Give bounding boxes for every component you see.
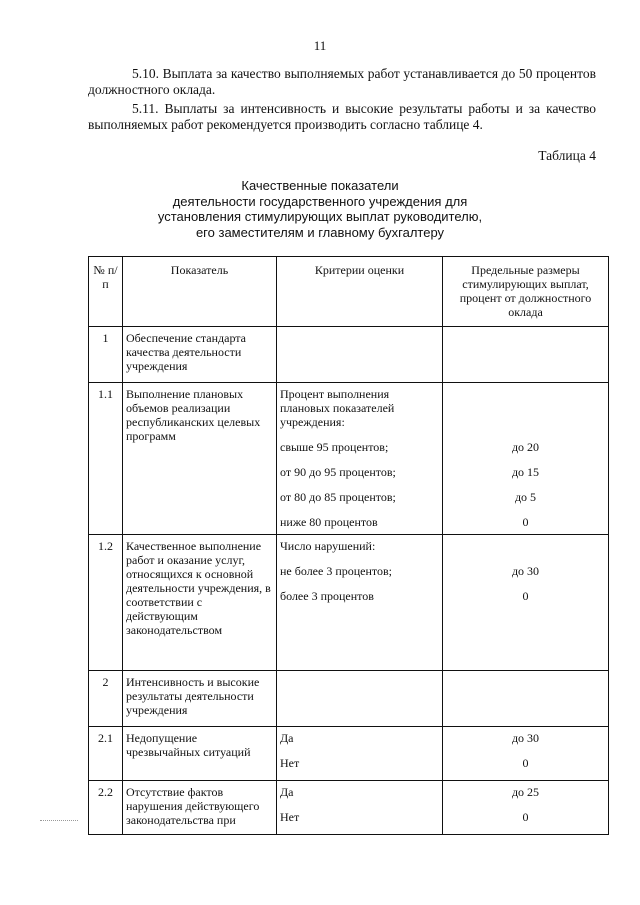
indicator-cell: Отсутствие фактов нарушения действующего законодательства при bbox=[123, 781, 277, 835]
criteria-cell bbox=[277, 781, 443, 835]
criteria-item: Нет bbox=[280, 756, 300, 770]
indicator-cell: Выполнение плановых объемов реализации республиканских целевых программ bbox=[123, 383, 277, 535]
indicator-cell: Качественное выполнение работ и оказание услуг, относящихся к основной деятельности учреждения, в соответствии с действующим законодательством bbox=[123, 535, 277, 671]
row-number: 1 bbox=[89, 327, 123, 383]
criteria-item: Да bbox=[280, 785, 294, 799]
indicator-cell: Интенсивность и высокие результаты деятельности учреждения bbox=[123, 671, 277, 727]
row-number: 1.1 bbox=[89, 383, 123, 535]
criteria-cell bbox=[277, 383, 443, 535]
payment-cell bbox=[443, 383, 609, 535]
criteria-header: Процент выполнения плановых показателей учреждения: bbox=[280, 387, 395, 429]
header-num: № п/п bbox=[89, 257, 123, 327]
table-row bbox=[89, 671, 609, 727]
row-number: 1.2 bbox=[89, 535, 123, 671]
payment-cell bbox=[443, 781, 609, 835]
table-caption bbox=[0, 178, 640, 240]
caption-line: его заместителям и главному бухгалтеру bbox=[195, 224, 445, 240]
criteria-item: Нет bbox=[280, 810, 300, 824]
criteria-item: ниже 80 процентов bbox=[280, 515, 378, 529]
payment-value: 0 bbox=[522, 756, 529, 770]
table-row bbox=[89, 535, 609, 671]
criteria-header: Число нарушений: bbox=[280, 539, 376, 553]
payment-value: 0 bbox=[522, 810, 529, 824]
paragraph-5-10 bbox=[88, 66, 596, 98]
row-number: 2.2 bbox=[89, 781, 123, 835]
criteria-item: от 80 до 85 процентов; bbox=[280, 490, 396, 504]
table-body bbox=[89, 327, 609, 835]
page-number: 11 bbox=[313, 38, 327, 53]
criteria-item: свыше 95 процентов; bbox=[280, 440, 389, 454]
header-payment: Предельные размеры стимулирующих выплат, процент от должностного оклада bbox=[443, 257, 609, 327]
caption-line: установления стимулирующих выплат руководителю, bbox=[157, 209, 483, 224]
paragraph-text: 5.10. Выплата за качество выполняемых работ устанавливается до 50 процентов должностного оклада. bbox=[88, 66, 596, 97]
criteria-item: более 3 процентов bbox=[280, 589, 374, 603]
payment-value: до 30 bbox=[511, 731, 540, 745]
criteria-item: Да bbox=[280, 731, 294, 745]
table-row bbox=[89, 327, 609, 383]
row-number: 2 bbox=[89, 671, 123, 727]
indicators-table bbox=[88, 256, 609, 835]
payment-cell bbox=[443, 327, 609, 383]
payment-value: до 15 bbox=[511, 465, 540, 479]
payment-value: до 25 bbox=[511, 785, 540, 799]
payment-cell bbox=[443, 671, 609, 727]
caption-line: Качественные показатели bbox=[241, 178, 399, 193]
payment-value: 0 bbox=[522, 515, 529, 529]
table-header-row bbox=[89, 257, 609, 327]
indicator-cell: Недопущение чрезвычайных ситуаций bbox=[123, 727, 277, 781]
table-row bbox=[89, 727, 609, 781]
paragraph-5-11 bbox=[88, 101, 596, 133]
paragraph-text: 5.11. Выплаты за интенсивность и высокие результаты работы и за качество выполняемых работ рекомендуется производить согласно таблице 4. bbox=[88, 101, 596, 132]
table-row bbox=[89, 781, 609, 835]
indicator-cell: Обеспечение стандарта качества деятельности учреждения bbox=[123, 327, 277, 383]
criteria-cell bbox=[277, 727, 443, 781]
criteria-item: не более 3 процентов; bbox=[280, 564, 393, 578]
header-indicator: Показатель bbox=[123, 257, 277, 327]
scan-artifact bbox=[40, 820, 78, 821]
table-label: Таблица 4 bbox=[538, 148, 596, 163]
criteria-cell bbox=[277, 327, 443, 383]
row-number: 2.1 bbox=[89, 727, 123, 781]
payment-value: до 30 bbox=[511, 564, 540, 578]
payment-value: до 5 bbox=[514, 490, 537, 504]
table-row bbox=[89, 383, 609, 535]
caption-line: деятельности государственного учреждения для bbox=[172, 193, 468, 209]
criteria-cell bbox=[277, 535, 443, 671]
criteria-item: от 90 до 95 процентов; bbox=[280, 465, 396, 479]
payment-value: 0 bbox=[522, 589, 529, 603]
header-criteria: Критерии оценки bbox=[277, 257, 443, 327]
payment-value: до 20 bbox=[511, 440, 540, 454]
payment-cell bbox=[443, 727, 609, 781]
criteria-cell bbox=[277, 671, 443, 727]
payment-cell bbox=[443, 535, 609, 671]
